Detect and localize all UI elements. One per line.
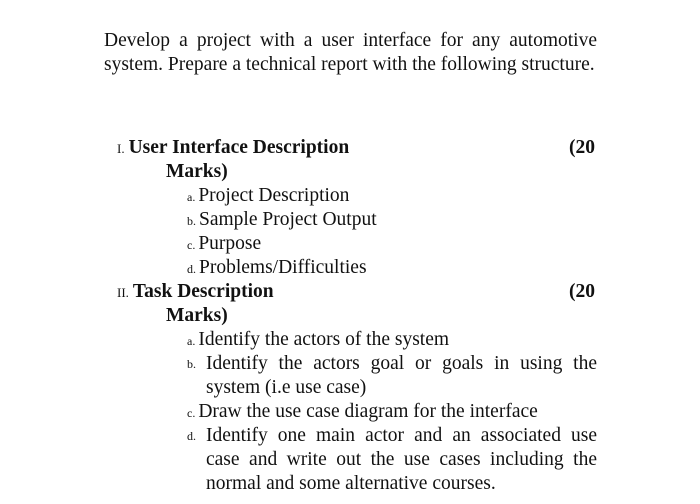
section1-title: User Interface Description — [128, 137, 350, 158]
item-text: Project Description — [198, 185, 350, 206]
item-text: Problems/Difficulties — [199, 257, 367, 278]
item-text: Sample Project Output — [199, 209, 377, 230]
section2-marks-close: Marks) — [166, 305, 228, 326]
section1-item-a — [187, 184, 349, 209]
section2-item-a — [187, 328, 449, 353]
section2-item-d-text: Identify one main actor and an associated use case and write out the use cases including the normal and some alternative courses. — [206, 425, 597, 494]
section1-item-b — [187, 208, 377, 233]
item-letter: c. — [187, 406, 196, 420]
item-letter: d. — [187, 262, 196, 276]
section1-item-c — [187, 232, 261, 257]
item-letter: c. — [187, 238, 196, 252]
item-letter: b. — [187, 214, 196, 228]
section1-item-d — [187, 256, 367, 281]
section1-marks-open: (20 — [569, 137, 595, 158]
item-letter: d. — [187, 429, 196, 443]
section2-item-c — [187, 400, 538, 425]
section2-title: Task Description — [132, 281, 274, 302]
item-letter: a. — [187, 190, 196, 204]
item-text: Purpose — [198, 233, 262, 254]
section1-numeral: I. — [117, 141, 125, 156]
section2-item-b-text: Identify the actors goal or goals in using the system (i.e use case) — [206, 353, 597, 398]
intro-paragraph: Develop a project with a user interface for any automotive system. Prepare a technical report with the following structure. — [104, 30, 597, 75]
section1-marks-close: Marks) — [166, 161, 228, 182]
item-letter: b. — [187, 357, 196, 371]
item-letter: a. — [187, 334, 196, 348]
section2-marks-open: (20 — [569, 281, 595, 302]
section2-heading — [117, 280, 274, 305]
section2-numeral: II. — [117, 285, 129, 300]
item-text: Draw the use case diagram for the interface — [198, 401, 538, 422]
section1-heading — [117, 136, 349, 161]
item-text: Identify the actors of the system — [198, 329, 450, 350]
